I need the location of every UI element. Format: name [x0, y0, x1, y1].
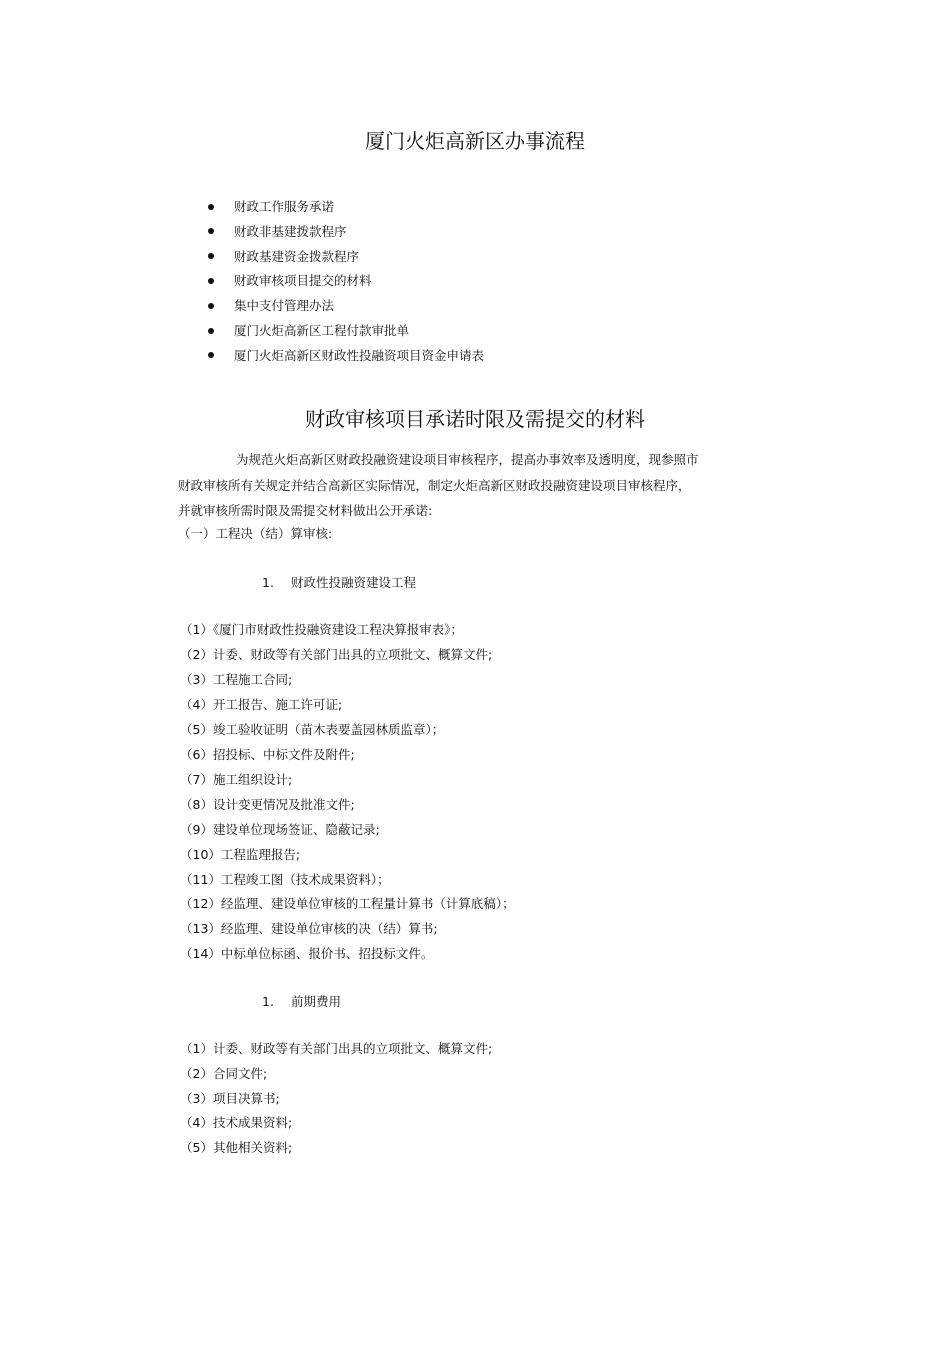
link-list-item[interactable] — [208, 223, 347, 241]
list-item: （12）经监理、建设单位审核的工程量计算书（计算底稿）； — [180, 896, 515, 912]
link-text[interactable]: 财政基建资金拨款程序 — [234, 248, 360, 264]
subsection-number: 1. — [262, 575, 274, 590]
list-item: （9）建设单位现场签证、隐蔽记录; — [180, 821, 380, 837]
list-item: （14）中标单位标函、报价书、招投标文件。 — [180, 946, 434, 962]
list-item: （5）竣工验收证明（苗木表要盖园林质监章）； — [180, 721, 445, 737]
list-item: （3）工程施工合同; — [180, 671, 293, 687]
list-item: （1）《厦门市财政性投融资建设工程决算报审表》； — [180, 622, 463, 637]
list-item: （3）项目决算书; — [180, 1090, 280, 1106]
bullet-icon — [208, 253, 214, 259]
bullet-icon — [208, 204, 214, 210]
link-text[interactable]: 财政工作服务承诺 — [234, 199, 335, 214]
bullet-icon — [208, 303, 214, 309]
bullet-icon — [208, 228, 214, 234]
list-item: （11）工程竣工图（技术成果资料）； — [180, 871, 390, 887]
list-item: （1）计委、财政等有关部门出具的立项批文、概算文件; — [180, 1041, 493, 1056]
bullet-icon — [208, 352, 214, 358]
link-list-item[interactable] — [208, 198, 334, 216]
link-list-item[interactable] — [208, 347, 484, 365]
link-text[interactable]: 财政非基建拨款程序 — [234, 223, 347, 239]
link-text[interactable]: 厦门火炬高新区财政性投融资项目资金申请表 — [234, 347, 485, 363]
list-item: （4）开工报告、施工许可证; — [180, 696, 343, 712]
intro-paragraph-line-1: 为规范火炬高新区财政投融资建设项目审核程序，提高办事效率及透明度，现参照市 — [236, 452, 699, 467]
list-item: （7）施工组织设计; — [180, 771, 293, 787]
link-text[interactable]: 财政审核项目提交的材料 — [234, 273, 372, 289]
link-text[interactable]: 厦门火炬高新区工程付款审批单 — [234, 323, 410, 338]
section-title: 财政审核项目承诺时限及需提交的材料 — [305, 407, 645, 431]
subsection-number: 1. — [262, 994, 274, 1009]
subsection-title: 前期费用 — [291, 994, 342, 1009]
list-item: （8）设计变更情况及批准文件; — [180, 796, 355, 812]
list-item: （2）合同文件; — [180, 1065, 268, 1081]
link-list-item[interactable] — [208, 272, 372, 290]
intro-paragraph-line-2: 财政审核所有关规定并结合高新区实际情况，制定火炬高新区财政投融资建设项目审核程序， — [178, 478, 691, 493]
link-list-item[interactable] — [208, 322, 409, 340]
link-text[interactable]: 集中支付管理办法 — [234, 298, 335, 314]
link-list-item[interactable] — [208, 297, 334, 315]
list-item: （2）计委、财政等有关部门出具的立项批文、概算文件; — [180, 646, 493, 662]
subsection-title: 财政性投融资建设工程 — [291, 575, 417, 590]
page-title: 厦门火炬高新区办事流程 — [365, 129, 585, 153]
list-item: （4）技术成果资料; — [180, 1115, 293, 1131]
list-item: （5）其他相关资料; — [180, 1140, 293, 1156]
link-list-item[interactable] — [208, 248, 359, 266]
part-heading: （一）工程决（结）算审核: — [178, 526, 333, 541]
list-item: （13）经监理、建设单位审核的决（结）算书; — [180, 921, 438, 937]
bullet-icon — [208, 328, 214, 334]
intro-paragraph-line-3: 并就审核所需时限及需提交材料做出公开承诺: — [178, 503, 433, 518]
list-item: （6）招投标、中标文件及附件; — [180, 746, 355, 762]
bullet-icon — [208, 278, 214, 284]
list-item: （10）工程监理报告; — [180, 846, 301, 862]
